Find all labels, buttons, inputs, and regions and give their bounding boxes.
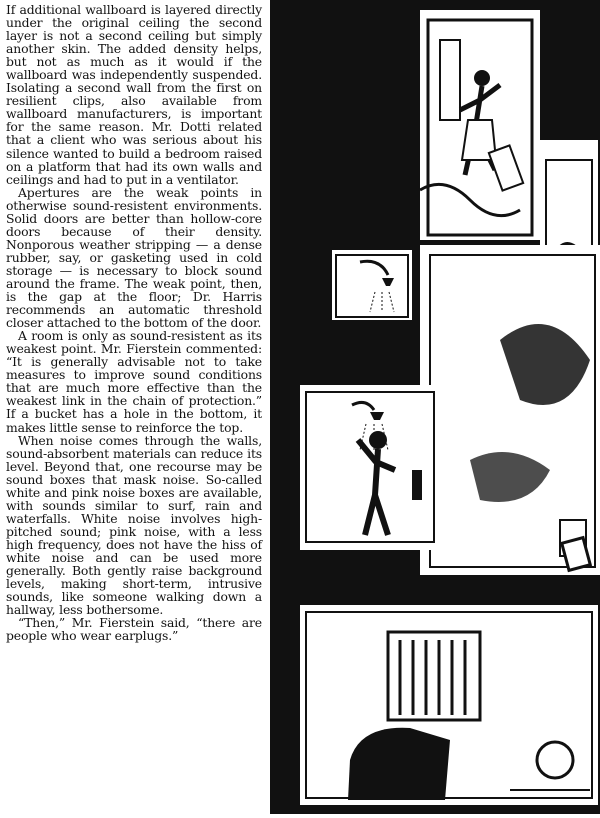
- bucket-icon: [537, 742, 573, 778]
- article-paragraph: Apertures are the weak points in otherwise sound-resistent environments. Solid doors are better than hollow-core doors because of their density. Nonporous weather stripping — a dense rubber, say, or gasketing used in cold storage — is necessary to block sound around the frame. The weak point, then, is the gap at the floor; Dr. Harris recommends an automatic threshold closer attached to the bottom of the door.: [6, 184, 262, 331]
- middle-right-room: [420, 245, 600, 575]
- upper-room: [420, 10, 540, 240]
- article-column: [6, 3, 262, 642]
- small-shower-room: [332, 250, 412, 320]
- lower-room: [300, 605, 598, 805]
- article-paragraph: A room is only as sound-resistent as its weakest point. Mr. Fierstein commented: “It is generally advisable not to take measures to improve sound conditions that are much more effective than the weakest link in the chain of protection.” If a bucket has a hole in the bottom, it makes little sense to reinforce the top.: [6, 328, 262, 435]
- illustration-drawing: [270, 0, 600, 814]
- shower-room: [300, 385, 440, 550]
- article-paragraph: If additional wallboard is layered directly under the original ceiling the second layer is not a second ceiling but simply another skin. The added density helps, but not as much as it would if the wallboard was independently suspended. Isolating a second wall from the first on resilient clips, also available from wallboard manufacturers, is important for the same reason. Mr. Dotti related that a client who was serious about his silence wanted to build a bedroom raised on a platform that had its own walls and ceilings and had to put in a ventilator.: [6, 2, 262, 187]
- article-paragraph: When noise comes through the walls, sound-absorbent materials can reduce its level. Beyond that, one recourse may be sound boxes that mask noise. So-called white and pink noise boxes are available, with sounds similar to surf, rain and waterfalls. White noise involves high-pitched sound; pink noise, with a less high frequency, does not have the hiss of white noise and can be used more generally. Both gently raise background levels, making short-term, intrusive sounds, like someone walking down a hallway, less bothersome.: [6, 432, 262, 618]
- article-paragraph: “Then,” Mr. Fierstein said, “there are people who wear earplugs.”: [6, 615, 262, 644]
- apartment-cutaway-illustration: [270, 0, 600, 814]
